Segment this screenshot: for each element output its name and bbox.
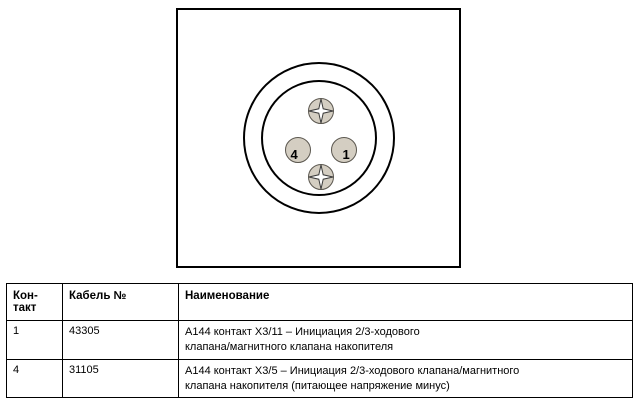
- cell-name-line2: клапана/магнитного клапана накопителя: [185, 340, 394, 353]
- table-row: [7, 359, 633, 398]
- header-cable: Кабель №: [63, 284, 179, 321]
- connector-inner-ring: [261, 80, 377, 196]
- pin-label-1: 1: [342, 147, 350, 162]
- connector-pin-bottom: [308, 164, 334, 190]
- cell-name: [179, 321, 633, 360]
- header-contact-line2: такт: [13, 302, 37, 314]
- table-header-row: [7, 284, 633, 321]
- connector-diagram-panel: [176, 8, 461, 268]
- cell-contact: 4: [7, 359, 63, 398]
- cell-name-line1: A144 контакт X3/11 – Инициация 2/3-ходового: [185, 326, 420, 338]
- cell-name-line1: A144 контакт X3/5 – Инициация 2/3-ходового клапана/магнитного: [185, 364, 520, 377]
- connector-pin-top: [308, 98, 334, 124]
- header-contact: [7, 284, 63, 321]
- cell-name-line2: клапана накопителя (питающее напряжение минус): [185, 379, 450, 392]
- table-row: [7, 321, 633, 360]
- cell-cable: 43305: [63, 321, 179, 360]
- cell-contact: 1: [7, 321, 63, 360]
- pin-label-4: 4: [290, 147, 298, 162]
- header-name: Наименование: [179, 284, 633, 321]
- cell-name: [179, 359, 633, 398]
- cell-cable: 31105: [63, 359, 179, 398]
- connector-outer-ring: [243, 62, 395, 214]
- header-contact-line1: Кон-: [13, 290, 38, 302]
- pin-assignment-table: [6, 283, 633, 398]
